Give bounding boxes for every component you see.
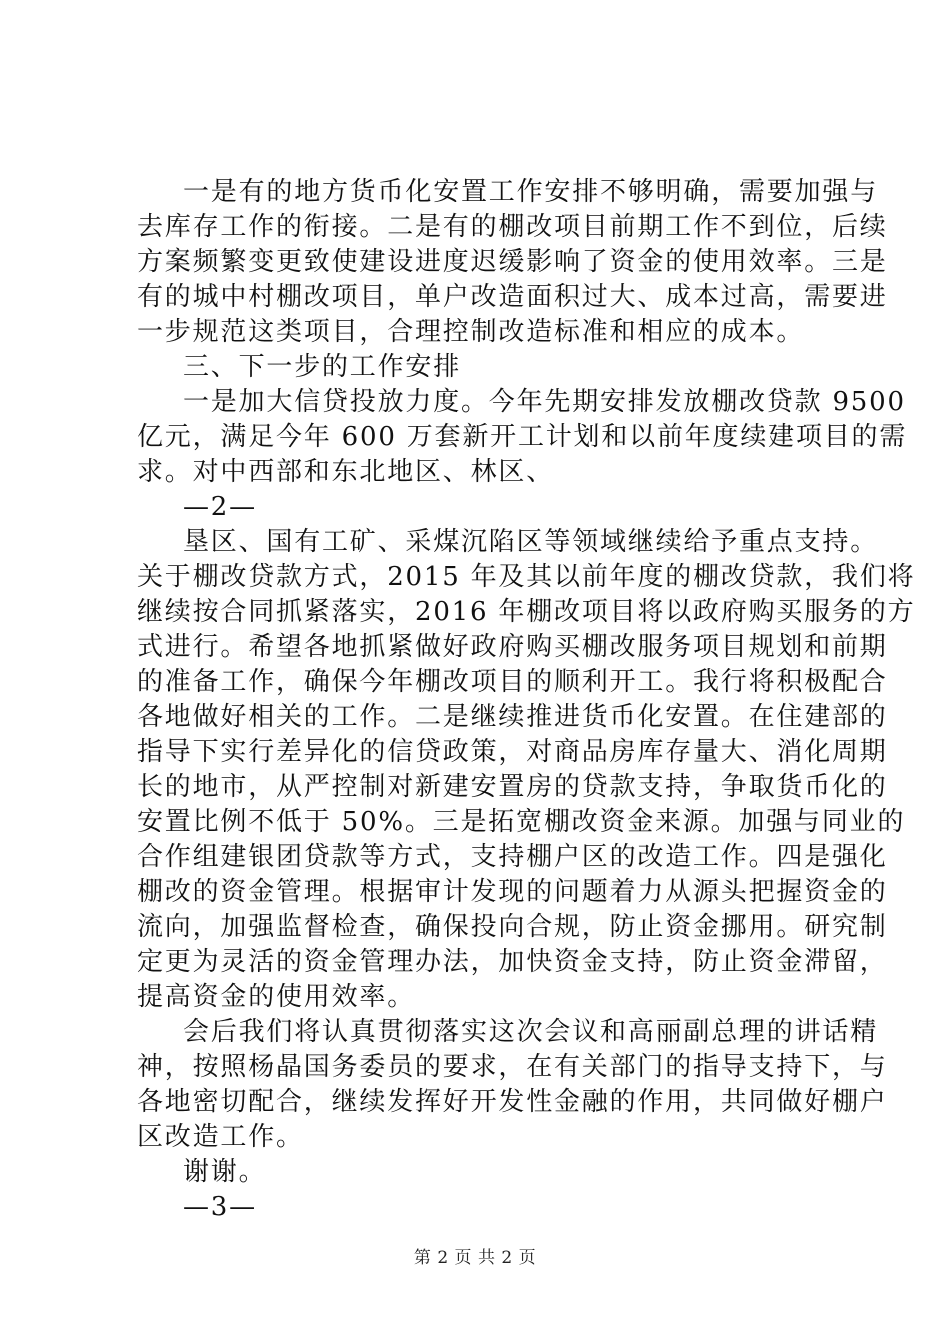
page-marker: —2— [183,492,257,522]
page-marker: —3— [183,1192,257,1222]
text-line: 亿元，满足今年 600 万套新开工计划和以前年度续建项目的需 [137,422,908,452]
text-line: 一是有的地方货币化安置工作安排不够明确，需要加强与 [183,177,879,207]
text-line: 定更为灵活的资金管理办法，加快资金支持，防止资金滞留， [137,947,888,977]
text-line: 指导下实行差异化的信贷政策，对商品房库存量大、消化周期 [137,737,888,767]
text-line: 各地密切配合，继续发挥好开发性金融的作用，共同做好棚户 [137,1087,888,1117]
text-line: 求。对中西部和东北地区、林区、 [137,457,555,487]
text-line: 会后我们将认真贯彻落实这次会议和高丽副总理的讲话精 [183,1017,879,1047]
text-line: 棚改的资金管理。根据审计发现的问题着力从源头把握资金的 [137,877,888,907]
text-line: 各地做好相关的工作。二是继续推进货币化安置。在住建部的 [137,702,888,732]
text-line: 有的城中村棚改项目，单户改造面积过大、成本过高，需要进 [137,282,888,312]
text-line: 式进行。希望各地抓紧做好政府购买棚改服务项目规划和前期 [137,632,888,662]
text-line: 合作组建银团贷款等方式，支持棚户区的改造工作。四是强化 [137,842,888,872]
text-line: 一步规范这类项目，合理控制改造标准和相应的成本。 [137,317,805,347]
page-footer: 第 2 页 共 2 页 [413,1248,537,1268]
text-line: 神，按照杨晶国务委员的要求，在有关部门的指导支持下，与 [137,1052,888,1082]
closing-text: 谢谢。 [183,1157,267,1187]
text-line: 提高资金的使用效率。 [137,982,416,1012]
text-line: 方案频繁变更致使建设进度迟缓影响了资金的使用效率。三是 [137,247,888,277]
text-line: 流向，加强监督检查，确保投向合规，防止资金挪用。研究制 [137,912,888,942]
text-line: 长的地市，从严控制对新建安置房的贷款支持，争取货币化的 [137,772,888,802]
text-line: 关于棚改贷款方式，2015 年及其以前年度的棚改贷款，我们将 [137,562,916,592]
text-line: 的准备工作，确保今年棚改项目的顺利开工。我行将积极配合 [137,667,888,697]
text-line: 去库存工作的衔接。二是有的棚改项目前期工作不到位，后续 [137,212,888,242]
section-heading: 三、下一步的工作安排 [183,352,462,382]
text-line: 安置比例不低于 50%。三是拓宽棚改资金来源。加强与同业的 [137,807,906,837]
text-line: 继续按合同抓紧落实，2016 年棚改项目将以政府购买服务的方 [137,597,916,627]
text-line: 区改造工作。 [137,1122,304,1152]
text-line: 垦区、国有工矿、采煤沉陷区等领域继续给予重点支持。 [183,527,879,557]
text-line: 一是加大信贷投放力度。今年先期安排发放棚改贷款 9500 [183,387,906,417]
